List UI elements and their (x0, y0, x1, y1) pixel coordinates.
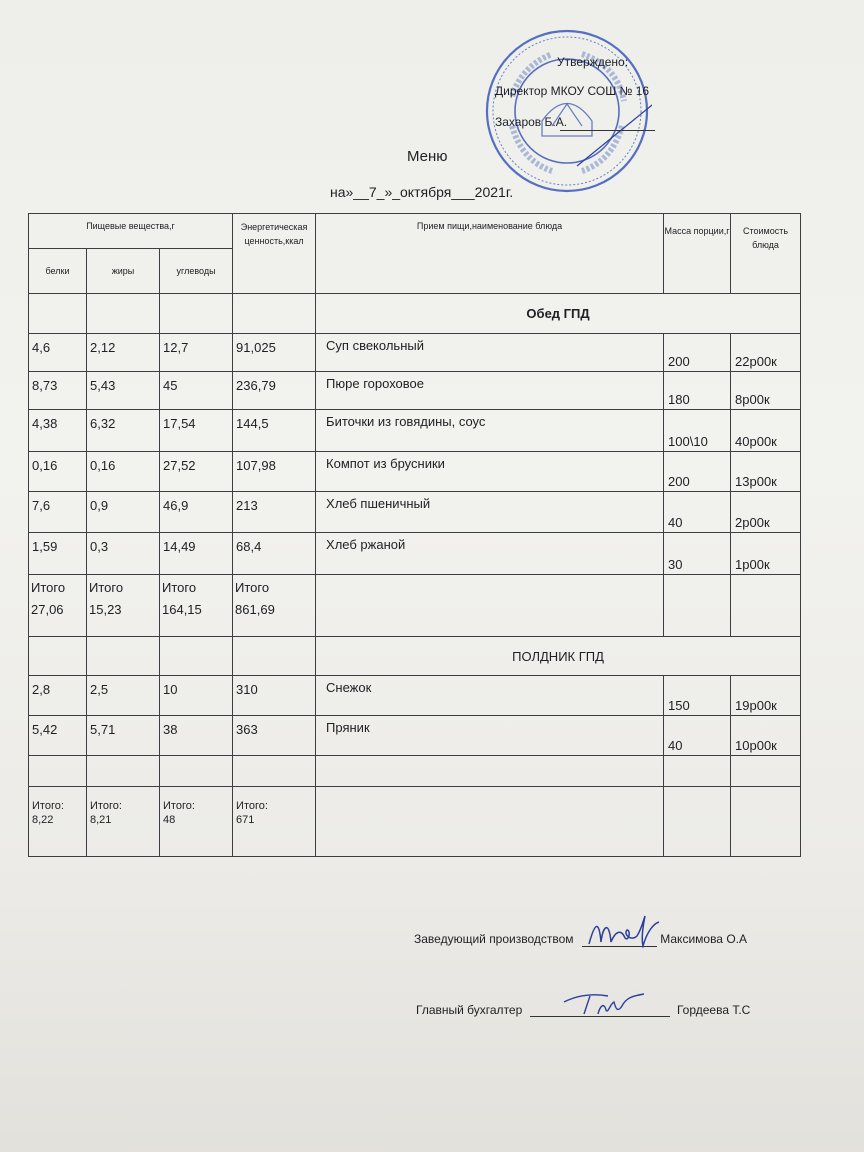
cell-protein: 7,6 (29, 491, 87, 533)
cell-carbs: 38 (160, 715, 233, 755)
cell-mass: 40 (664, 491, 731, 533)
cell-protein: 1,59 (29, 533, 87, 575)
handwritten-signature-icon (585, 912, 665, 950)
signature-production (414, 932, 747, 946)
cell-carbs: 17,54 (160, 410, 233, 452)
approval-signature-line (560, 130, 655, 131)
cell-energy: 144,5 (233, 410, 316, 452)
cell-protein: 4,6 (29, 334, 87, 372)
cell-mass: 30 (664, 533, 731, 575)
cell-dish: Хлеб пшеничный (316, 491, 664, 533)
cell-cost: 40р00к (731, 410, 801, 452)
cell-cost: 22р00к (731, 334, 801, 372)
cell-fat: 0,9 (87, 491, 160, 533)
header-fat: жиры (87, 249, 160, 294)
cell-fat: 0,3 (87, 533, 160, 575)
cell-energy: 363 (233, 715, 316, 755)
header-mass: Масса порции,г (664, 214, 731, 294)
cell-mass: 200 (664, 451, 731, 491)
total-protein: Итого 27,06 (29, 575, 87, 637)
approval-name: Захаров Б.А. (495, 115, 568, 129)
table-row (29, 533, 801, 575)
cell-energy: 107,98 (233, 451, 316, 491)
table-header-row (29, 214, 801, 249)
table-row (29, 410, 801, 452)
cell-energy: 91,025 (233, 334, 316, 372)
header-nutrients: Пищевые вещества,г (29, 214, 233, 249)
cell-cost: 8р00к (731, 371, 801, 410)
cell-carbs: 14,49 (160, 533, 233, 575)
empty-row (29, 755, 801, 786)
cell-dish: Пряник (316, 715, 664, 755)
cell-cost: 1р00к (731, 533, 801, 575)
cell-mass: 180 (664, 371, 731, 410)
signature-production-name: Максимова О.А (660, 932, 747, 946)
header-carbs: углеводы (160, 249, 233, 294)
total-fat: Итого: 8,21 (87, 786, 160, 856)
table-row (29, 491, 801, 533)
official-stamp-icon (482, 26, 652, 196)
signature-accountant-role: Главный бухгалтер (416, 1003, 523, 1017)
cell-fat: 0,16 (87, 451, 160, 491)
cell-protein: 4,38 (29, 410, 87, 452)
cell-fat: 5,71 (87, 715, 160, 755)
cell-carbs: 10 (160, 676, 233, 716)
cell-carbs: 27,52 (160, 451, 233, 491)
approval-label: Утверждено: (557, 55, 629, 69)
signature-accountant-name: Гордеева Т.С (676, 1003, 751, 1017)
section-title-snack: ПОЛДНИК ГПД (316, 636, 801, 676)
cell-dish: Хлеб ржаной (316, 533, 664, 575)
section-title-lunch: Обед ГПД (316, 294, 801, 334)
cell-protein: 0,16 (29, 451, 87, 491)
total-carbs: Итого 164,15 (160, 575, 233, 637)
table-row (29, 715, 801, 755)
table-row (29, 676, 801, 716)
cell-cost: 10р00к (731, 715, 801, 755)
cell-cost: 13р00к (731, 451, 801, 491)
totals-row (29, 575, 801, 637)
cell-energy: 310 (233, 676, 316, 716)
cell-dish: Биточки из говядины, соус (316, 410, 664, 452)
cell-cost: 2р00к (731, 491, 801, 533)
cell-mass: 200 (664, 334, 731, 372)
totals-row (29, 786, 801, 856)
cell-carbs: 46,9 (160, 491, 233, 533)
total-carbs: Итого: 48 (160, 786, 233, 856)
cell-dish: Пюре гороховое (316, 371, 664, 410)
cell-dish: Компот из брусники (316, 451, 664, 491)
cell-fat: 5,43 (87, 371, 160, 410)
cell-dish: Суп свекольный (316, 334, 664, 372)
total-protein: Итого: 8,22 (29, 786, 87, 856)
header-cost: Стоимость блюда (731, 214, 801, 294)
cell-carbs: 12,7 (160, 334, 233, 372)
cell-protein: 5,42 (29, 715, 87, 755)
cell-energy: 68,4 (233, 533, 316, 575)
signature-production-role: Заведующий производством (414, 932, 574, 946)
section-title-row (29, 294, 801, 334)
cell-mass: 40 (664, 715, 731, 755)
total-fat: Итого 15,23 (87, 575, 160, 637)
section-title-row (29, 636, 801, 676)
cell-protein: 2,8 (29, 676, 87, 716)
table-row (29, 371, 801, 410)
cell-carbs: 45 (160, 371, 233, 410)
cell-energy: 213 (233, 491, 316, 533)
cell-energy: 236,79 (233, 371, 316, 410)
table-row (29, 451, 801, 491)
header-energy: Энергетическая ценность,ккал (233, 214, 316, 294)
cell-protein: 8,73 (29, 371, 87, 410)
header-protein: белки (29, 249, 87, 294)
approval-director: Директор МКОУ СОШ № 16 (495, 84, 650, 98)
date-line: на»__7_»_октября___2021г. (330, 184, 514, 200)
total-energy: Итого 861,69 (233, 575, 316, 637)
cell-fat: 2,12 (87, 334, 160, 372)
cell-cost: 19р00к (731, 676, 801, 716)
cell-fat: 2,5 (87, 676, 160, 716)
cell-mass: 100\10 (664, 410, 731, 452)
menu-table (28, 213, 801, 857)
cell-fat: 6,32 (87, 410, 160, 452)
handwritten-signature-icon (560, 988, 650, 1018)
page-title: Меню (407, 148, 448, 165)
table-row (29, 334, 801, 372)
header-meal: Прием пищи,наименование блюда (316, 214, 664, 294)
cell-dish: Снежок (316, 676, 664, 716)
total-energy: Итого: 671 (233, 786, 316, 856)
cell-mass: 150 (664, 676, 731, 716)
